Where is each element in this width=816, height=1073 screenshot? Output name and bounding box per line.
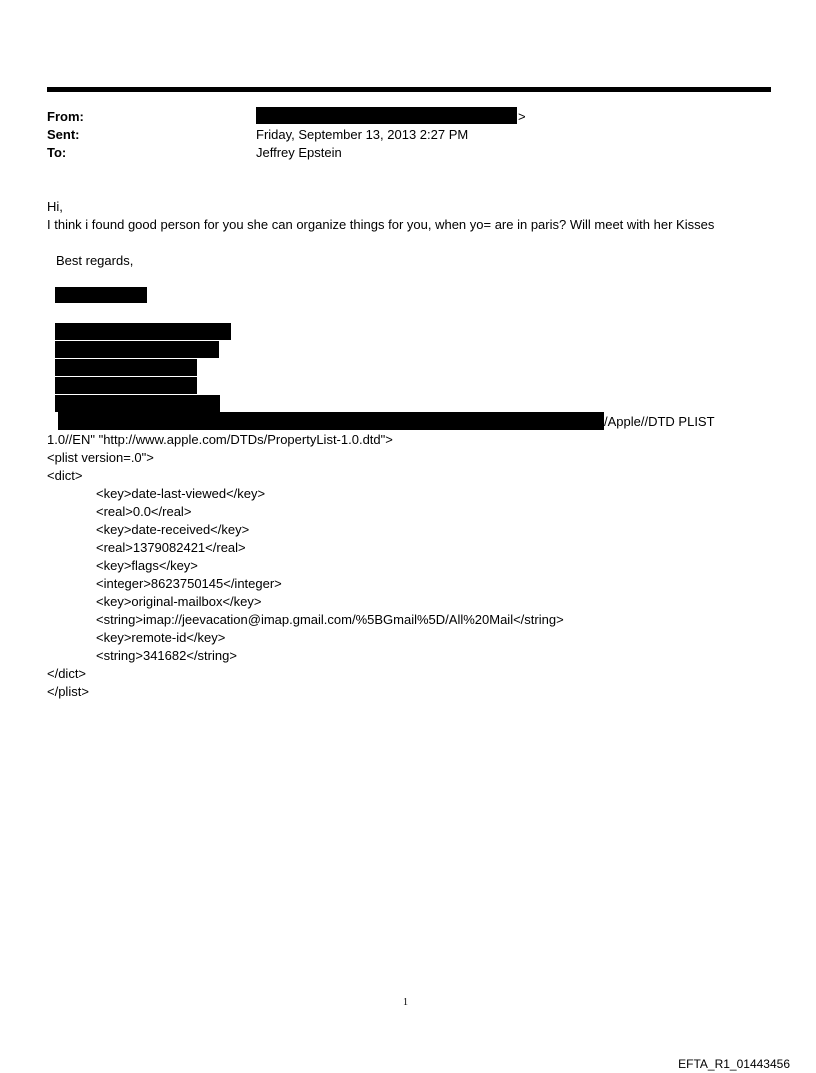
- redaction-signature-line: [55, 323, 231, 340]
- from-suffix: >: [518, 109, 526, 124]
- redaction-signature-line: [55, 359, 197, 376]
- to-value: Jeffrey Epstein: [256, 145, 342, 160]
- plist-line: <string>imap://jeevacation@imap.gmail.com/%5BGmail%5D/All%20Mail</string>: [96, 612, 564, 627]
- header-rule: [47, 87, 771, 92]
- redaction-signature-line: [55, 377, 197, 394]
- plist-line: <real>1379082421</real>: [96, 540, 246, 555]
- plist-doctype-line: 1.0//EN" "http://www.apple.com/DTDs/PropertyList-1.0.dtd">: [47, 432, 393, 447]
- sent-value: Friday, September 13, 2013 2:27 PM: [256, 127, 469, 142]
- plist-line: <key>original-mailbox</key>: [96, 594, 262, 609]
- greeting: Hi,: [47, 199, 63, 214]
- redaction-signature-name: [55, 287, 147, 303]
- plist-line: <key>remote-id</key>: [96, 630, 226, 645]
- document-id: EFTA_R1_01443456: [678, 1057, 790, 1071]
- plist-line: <string>341682</string>: [96, 648, 237, 663]
- plist-line: <dict>: [47, 468, 83, 483]
- closing: Best regards,: [56, 253, 134, 268]
- plist-line: <key>date-last-viewed</key>: [96, 486, 266, 501]
- to-label: To:: [47, 145, 67, 160]
- plist-line: <integer>8623750145</integer>: [96, 576, 282, 591]
- message-body: I think i found good person for you she can organize things for you, when yo= are in paris? Will meet with her Kisses: [47, 217, 715, 232]
- redaction-signature-line: [55, 341, 219, 358]
- redaction-signature-line: [55, 395, 220, 412]
- page-number: 1: [403, 997, 408, 1008]
- plist-line: <real>0.0</real>: [96, 504, 192, 519]
- redaction-doctype: [58, 412, 604, 430]
- from-label: From:: [47, 109, 84, 124]
- plist-line: <key>flags</key>: [96, 558, 198, 573]
- plist-line: </plist>: [47, 684, 89, 699]
- sent-label: Sent:: [47, 127, 80, 142]
- plist-line: <plist version=.0">: [47, 450, 154, 465]
- plist-line: </dict>: [47, 666, 87, 681]
- plist-doctype-tail: /Apple//DTD PLIST: [604, 414, 715, 429]
- redaction-from: [256, 107, 517, 124]
- plist-line: <key>date-received</key>: [96, 522, 250, 537]
